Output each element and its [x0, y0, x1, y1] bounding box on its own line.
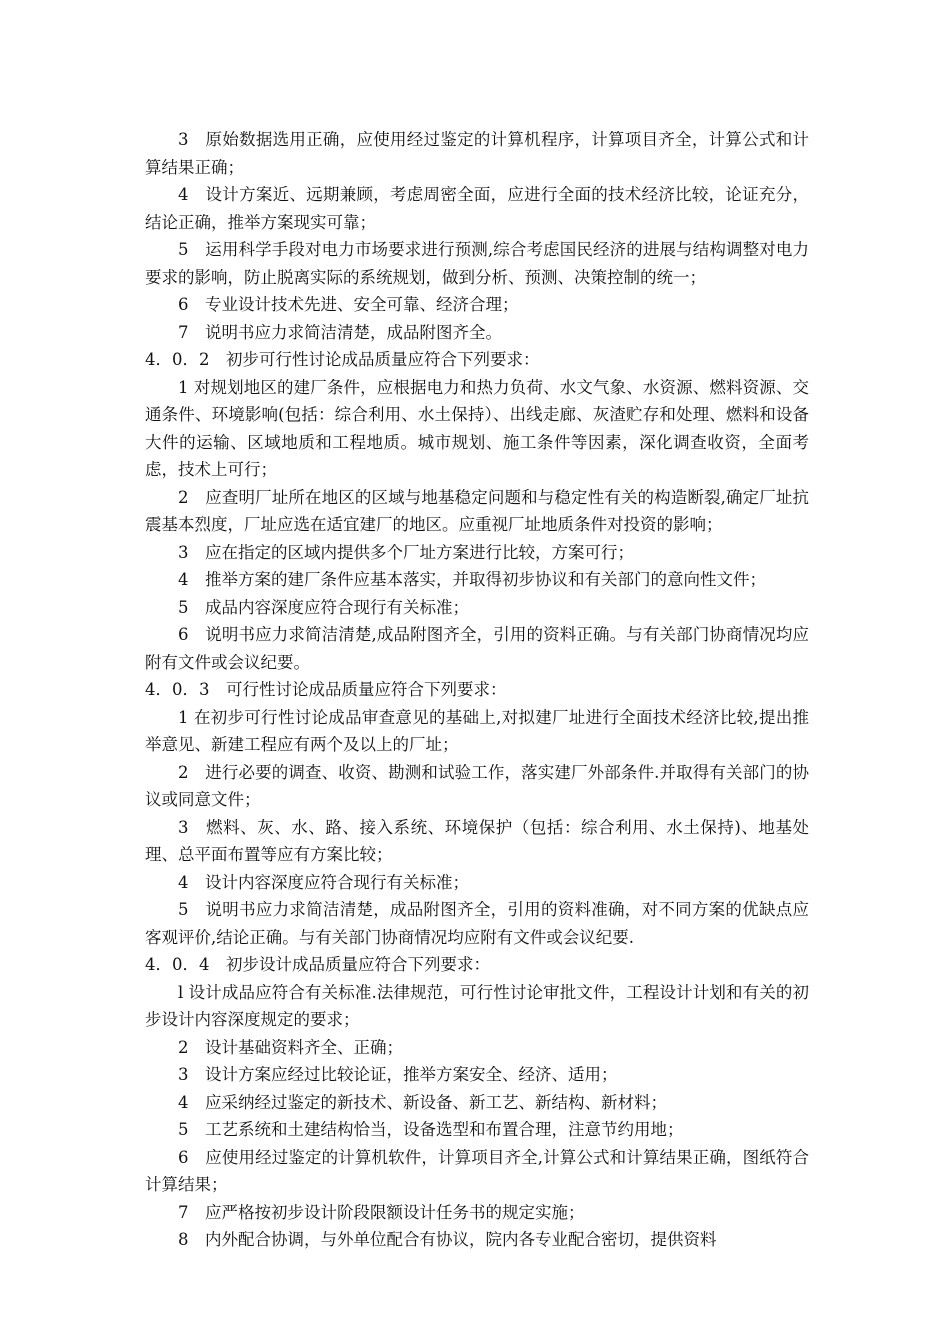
- list-item: 2 进行必要的调查、收资、勘测和试验工作，落实建厂外部条件.并取得有关部门的协议或同意文件；: [145, 762, 809, 809]
- list-item: 3 应在指定的区域内提供多个厂址方案进行比较，方案可行；: [178, 542, 634, 562]
- list-item: 6 专业设计技术先进、安全可靠、经济合理；: [178, 295, 519, 314]
- list-item: 3 原始数据选用正确，应使用经过鉴定的计算机程序，计算项目齐全，计算公式和计算结果正确；: [145, 130, 809, 177]
- list-item: 4 应采纳经过鉴定的新技术、新设备、新工艺、新结构、新材料；: [178, 1092, 667, 1112]
- section-heading: 4．0．2 初步可行性讨论成品质量应符合下列要求：: [145, 350, 540, 369]
- list-item: 5 运用科学手段对电力市场要求进行预测,综合考虑国民经济的进展与结构调整对电力要求的影响，防止脱离实际的系统规划，做到分析、预测、决策控制的统一；: [145, 240, 809, 287]
- list-item: 4 推举方案的建厂条件应基本落实，并取得初步协议和有关部门的意向性文件；: [178, 570, 766, 589]
- list-item: 2 设计基础资料齐全、正确；: [178, 1037, 403, 1057]
- list-item: 4 设计内容深度应符合现行有关标准；: [178, 872, 469, 892]
- list-item: 2 应查明厂址所在地区的区域与地基稳定问题和与稳定性有关的构造断裂,确定厂址抗震基本烈度，厂址应选在适宜建厂的地区。应重视厂址地质条件对投资的影响；: [145, 487, 809, 534]
- list-item: 6 应使用经过鉴定的计算机软件，计算项目齐全,计算公式和计算结果正确，图纸符合计算结果；: [145, 1147, 809, 1194]
- document-body: [145, 126, 809, 1254]
- list-item: 6 说明书应力求简洁清楚,成品附图齐全，引用的资料正确。与有关部门协商情况均应附有文件或会议纪要。: [145, 625, 809, 672]
- list-item: 3 燃料、灰、水、路、接入系统、环境保护（包括：综合利用、水土保持)、地基处理、总平面布置等应有方案比较；: [145, 817, 809, 864]
- list-item: 5 工艺系统和土建结构恰当，设备选型和布置合理，注意节约用地；: [178, 1120, 684, 1139]
- list-item: 8 内外配合协调，与外单位配合有协议，院内各专业配合密切，提供资料: [178, 1230, 717, 1249]
- section-heading: 4．0．3 可行性讨论成品质量应符合下列要求：: [145, 680, 507, 699]
- list-item: 1 对规划地区的建厂条件，应根据电力和热力负荷、水文气象、水资源、燃料资源、交通条件、环境影响(包括：综合利用、水土保持）、出线走廊、灰渣贮存和处理、燃料和设备大件的运输、区域地质和工程地质。城市规划、施工条件等因素，深化调查收资，全面考虑，技术上可行；: [145, 377, 809, 479]
- list-item: 1 在初步可行性讨论成品审查意见的基础上,对拟建厂址进行全面技术经济比较,提出推举意见、新建工程应有两个及以上的厂址；: [145, 707, 809, 754]
- list-item: 3 设计方案应经过比较论证，推举方案安全、经济、适用；: [178, 1065, 618, 1084]
- section-heading: 4．0．4 初步设计成品质量应符合下列要求：: [145, 955, 490, 974]
- list-item: 7 说明书应力求简洁清楚，成品附图齐全。: [178, 322, 502, 342]
- list-item: 7 应严格按初步设计阶段限额设计任务书的规定实施；: [178, 1202, 585, 1222]
- list-item: l 设计成品应符合有关标准.法律规范，可行性讨论审批文件，工程设计计划和有关的初步设计内容深度规定的要求；: [145, 982, 809, 1029]
- list-item: 5 说明书应力求简洁清楚，成品附图齐全，引用的资料准确，对不同方案的优缺点应客观评价,结论正确。与有关部门协商情况均应附有文件或会议纪要.: [145, 900, 809, 947]
- list-item: 5 成品内容深度应符合现行有关标准；: [178, 597, 469, 617]
- list-item: 4 设计方案近、远期兼顾，考虑周密全面，应进行全面的技术经济比较，论证充分，结论正确，推举方案现实可靠；: [145, 185, 809, 232]
